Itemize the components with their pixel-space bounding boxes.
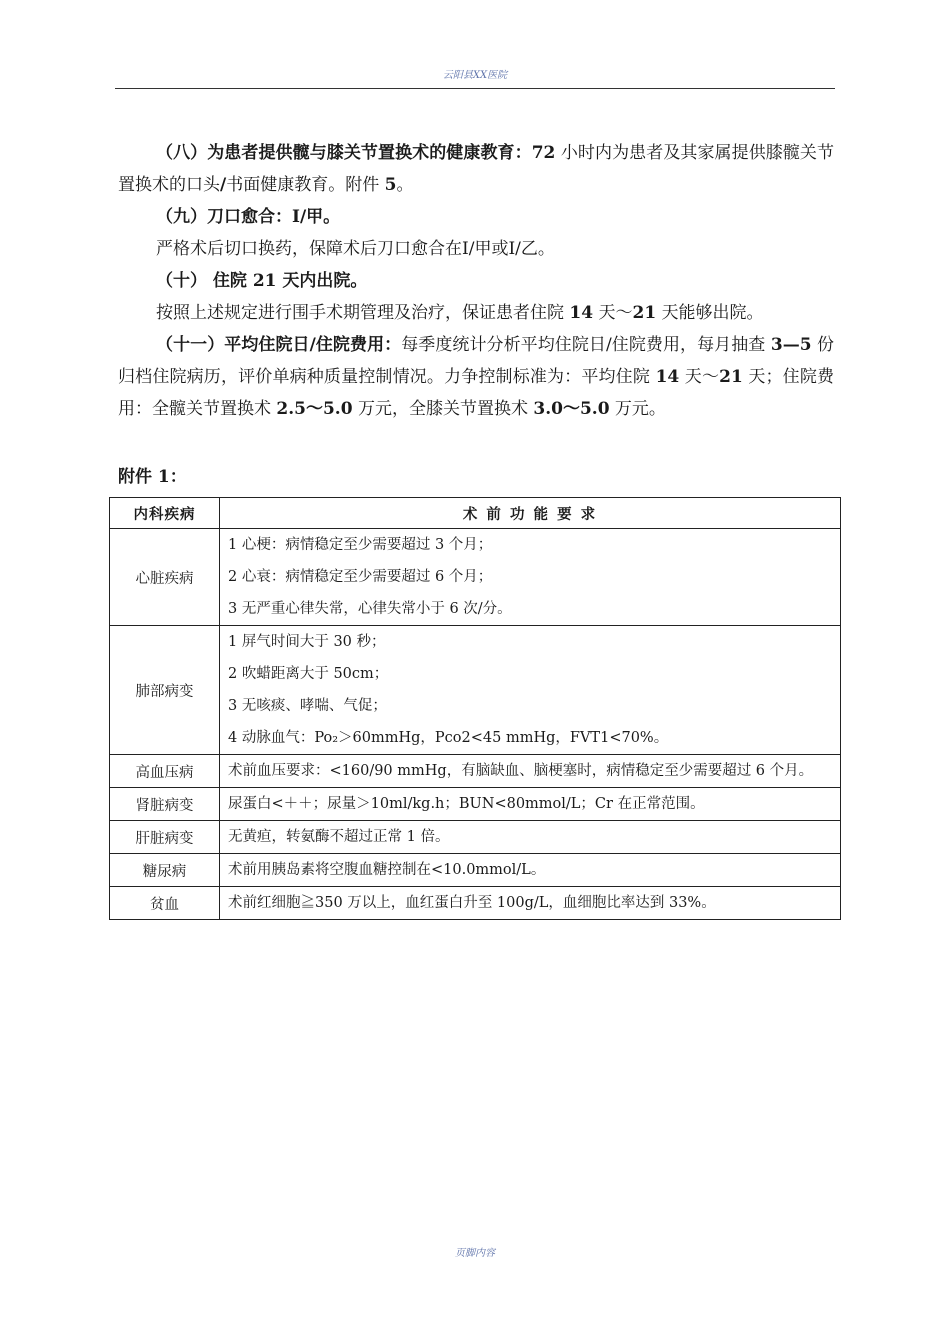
disease-cell: 心脏疾病 [110, 529, 220, 626]
disease-cell: 贫血 [110, 887, 220, 920]
document-body [118, 137, 834, 425]
requirement-line: 1 屏气时间大于 30 秒； [228, 634, 386, 650]
table-row [110, 626, 841, 755]
section-10-title: （十） 住院 21 天内出院。 [156, 271, 368, 291]
section-10-body [118, 297, 834, 329]
attachment-label: 附件 1： [118, 467, 187, 487]
disease-cell: 肺部病变 [110, 626, 220, 755]
section-10-text-c: 天能够出院。 [656, 303, 764, 323]
page-header: 云阳县XX医院 [442, 70, 508, 81]
section-8-attachment-number: 5 [384, 175, 397, 195]
requirement-cell [220, 529, 841, 626]
requirement-line: 无黄疸，转氨酶不超过正常 1 倍。 [228, 829, 450, 845]
requirement-line: 术前血压要求：<160/90 mmHg，有脑缺血、脑梗塞时，病情稳定至少需要超过 6 个月。 [228, 763, 814, 779]
section-11-text-d: 天；住院费用：全髋关节置换术 [118, 367, 835, 419]
section-11-hip-cost: 2.5～5.0 [276, 399, 353, 419]
requirement-line: 术前用胰岛素将空腹血糖控制在<10.0mmol/L。 [228, 862, 546, 878]
requirement-line: 术前红细胞≧350 万以上，血红蛋白升至 100g/L，血细胞比率达到 33%。 [228, 895, 716, 911]
disease-cell: 高血压病 [110, 755, 220, 788]
table-row [110, 887, 841, 920]
requirement-cell [220, 821, 841, 854]
requirements-table [109, 497, 841, 920]
section-8-end: 。 [396, 175, 414, 195]
table-row [110, 755, 841, 788]
table-header-row [110, 498, 841, 529]
disease-cell: 糖尿病 [110, 854, 220, 887]
section-8-title: （八）为患者提供髋与膝关节置换术的健康教育： [156, 143, 532, 163]
table-row [110, 854, 841, 887]
section-11-title: （十一）平均住院日/住院费用： [156, 335, 402, 355]
disease-cell: 肾脏病变 [110, 788, 220, 821]
section-11-text-f: 万元。 [609, 399, 666, 419]
table-row [110, 529, 841, 626]
page-footer: 页脚内容 [455, 1248, 495, 1259]
column-header-requirements: 术 前 功 能 要 求 [220, 498, 841, 529]
section-11 [118, 329, 834, 425]
section-11-knee-cost: 3.0～5.0 [533, 399, 610, 419]
section-10-text-b: 天～ [593, 303, 633, 323]
section-8 [118, 137, 834, 201]
table-row [110, 821, 841, 854]
requirement-line: 4 动脉血气：Po₂＞60mmHg，Pco2<45 mmHg，FVT1<70%。 [228, 730, 669, 746]
section-10-text-a: 按照上述规定进行围手术期管理及治疗，保证患者住院 [156, 303, 570, 323]
section-9-body: 严格术后切口换药，保障术后刀口愈合在Ⅰ/甲或Ⅰ/乙。 [156, 239, 555, 259]
section-11-days-max: 21 [719, 367, 743, 387]
requirement-line: 尿蛋白<＋＋；尿量＞10ml/kg.h；BUN<80mmol/L；Cr 在正常范围。 [228, 796, 705, 812]
requirement-line: 3 无咳痰、哮喘、气促； [228, 698, 387, 714]
section-8-hours: 72 [531, 143, 556, 163]
requirement-cell [220, 854, 841, 887]
table-row [110, 788, 841, 821]
section-11-sample-range: 3—5 [770, 335, 812, 355]
requirement-cell [220, 755, 841, 788]
section-10-days-min: 14 [569, 303, 594, 323]
section-8-text: 小时内为患者及其家属提供膝髋关节置换术的口头 [118, 143, 835, 195]
requirement-line: 3 无严重心律失常，心律失常小于 6 次/分。 [228, 601, 512, 617]
section-8-text-2: 书面健康教育。附件 [226, 175, 385, 195]
requirement-cell [220, 788, 841, 821]
requirement-line: 2 吹蜡距离大于 50cm； [228, 666, 389, 682]
requirement-cell [220, 887, 841, 920]
section-11-text-a: 每季度统计分析平均住院日/住院费用，每月抽查 [401, 335, 771, 355]
section-8-slash: / [220, 175, 227, 195]
section-10-days-max: 21 [632, 303, 657, 323]
section-9-title: （九）刀口愈合：Ⅰ/甲。 [156, 207, 341, 227]
section-11-days-min: 14 [655, 367, 680, 387]
requirement-line: 2 心衰：病情稳定至少需要超过 6 个月； [228, 569, 493, 585]
requirement-cell [220, 626, 841, 755]
disease-cell: 肝脏病变 [110, 821, 220, 854]
requirement-line: 1 心梗：病情稳定至少需要超过 3 个月； [228, 537, 493, 553]
section-11-text-e: 万元，全膝关节置换术 [352, 399, 534, 419]
header-divider [115, 88, 835, 89]
column-header-disease: 内科疾病 [110, 498, 220, 529]
section-11-text-b: 份归档住院病历，评价单病种质量控制情况。力争控制标准为：平均住院 [118, 335, 835, 387]
section-11-text-c: 天～ [679, 367, 720, 387]
